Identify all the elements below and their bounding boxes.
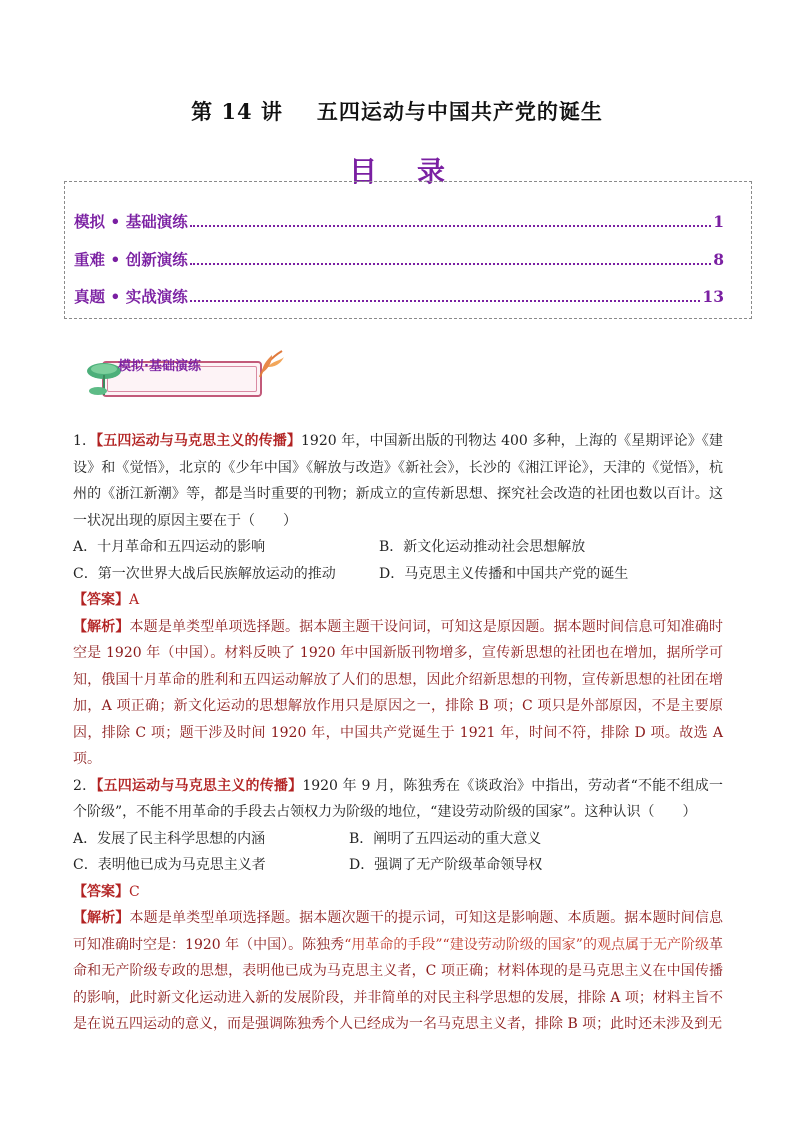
toc-item-page: 8 [713,250,724,269]
banner-label: 模拟·基础演练 [118,359,201,374]
question-text: 1920 年 9 月，陈独秀在《谈政治》中指出，劳动者“不能不组成一个阶级”，不能不用革命的手段去占领权力为阶级的地位，“建设劳动阶级的国家”。这种认识（ ） [73,777,723,820]
toc-item-label: 重难 • 创新演练 [74,250,188,269]
question-stem: 2．【五四运动与马克思主义的传播】1920 年 9 月，陈独秀在《谈政治》中指出，劳动者“不能不组成一个阶级”，不能不用革命的手段去占领权力为阶级的地位，“建设劳动阶级的国家”。这种认识（ ） [73,777,723,820]
answer-line [73,587,723,614]
toc-item-basic[interactable] [74,210,724,234]
toc-item-page: 1 [713,212,724,231]
analysis-paragraph [73,614,723,773]
option-a[interactable]: A．发展了民主科学思想的内涵 [73,830,266,847]
lecture-number: 第 14 讲 [191,99,283,124]
answer-value: A [129,592,140,608]
option-row [73,534,723,561]
lecture-topic: 五四运动与中国共产党的诞生 [316,99,603,124]
toc-heading: 目录 [348,155,485,188]
toc-item-page: 13 [702,287,724,306]
analysis-text: 本题是单类型单项选择题。据本题主题干设问词，可知这是原因题。据本题时间信息可知准确时空是 1920 年（中国）。材料反映了 1920 年中国新版刊物增多，宣传新思想的社团也在增加，据所学可知，俄国十月革命的胜利和五四运动解放了人们的思想，因此介绍新思想的刊物，宣传新思想的社团在增加，A 项正确；新文化运动的思想解放作用只是原因之一，排除 B 项；C 项只是外部原因，不是主要原因，排除 C 项；题干涉及时间 1920 年，中国共产党诞生于 1921 年，时间不符，排除 D 项。故选 A 项。 [73,618,724,767]
option-d[interactable]: D．强调了无产阶级革命领导权 [349,857,543,873]
question-stem: 1．【五四运动与马克思主义的传播】1920 年，中国新出版的刊物达 400 多种，上海的《星期评论》《建设》和《觉悟》，北京的《少年中国》《解放与改造》《新社会》，长沙的《湘江评论》，天津的《觉悟》，杭州的《浙江新潮》等，都是当时重要的刊物；新成立的宣传新思想、探究社会改造的社团也数以百计。这一状况出现的原因主要在于（ ） [73,433,723,529]
analysis-paragraph [73,905,723,1038]
toc-dot-leader [190,262,712,265]
toc-box [64,181,752,319]
analysis-text: 本题是单类型单项选择题。据本题次题干的提示词，可知这是影响题、本质题。据本题时间信息可知准确时空是：1920 年（中国）。陈独秀 [73,910,724,953]
option-b[interactable]: B．新文化运动推动社会思想解放 [379,539,586,555]
option-c[interactable]: C．表明他已成为马克思主义者 [73,857,266,873]
question-text: 1920 年，中国新出版的刊物达 400 多种，上海的《星期评论》《建设》和《觉悟》，北京的《少年中国》《解放与改造》《新社会》，长沙的《湘江评论》，天津的《觉悟》，杭州的《浙江新潮》等，都是当时重要的刊物；新成立的宣传新思想、探究社会改造的社团也数以百计。这一状况出现的原因主要在于（ ） [73,433,723,529]
option-a[interactable]: A．十月革命和五四运动的影响 [73,539,266,555]
answer-value: C [129,883,140,900]
toc-item-label: 模拟 • 基础演练 [74,212,188,231]
option-row [73,561,723,588]
section-banner [84,347,294,405]
answer-label: 【答案】 [73,883,129,900]
toc-dot-leader [190,224,712,227]
analysis-label: 【解析】 [73,618,130,635]
question-tag: 【五四运动与马克思主义的传播】 [96,433,301,449]
page-title [0,96,794,126]
answer-line [73,879,723,906]
option-d[interactable]: D．马克思主义传播和中国共产党的诞生 [379,565,629,582]
leaves-icon [254,347,288,381]
toc-item-innovation[interactable] [74,248,724,272]
analysis-text: 革命和无产阶级专政的思想，表明他已成为马克思主义者，C 项正确；材料体现的是马克思主义在中国传播的影响，此时新文化运动进入新的发展阶段，并非简单的对民主科学思想的发展，排除 A 项；材料主旨不是在说五四运动的意义，而是强调陈独秀个人已经成为一名马克思主义者，排除 B 项；此时还未涉及到无 [73,936,723,1032]
toc-item-real-exam[interactable] [74,285,724,309]
question-content [73,428,723,1038]
option-row [73,826,723,853]
question-tag: 【五四运动与马克思主义的传播】 [96,777,303,794]
toc-dot-leader [190,299,701,302]
answer-label: 【答案】 [73,592,129,608]
option-row [73,852,723,879]
option-b[interactable]: B．阐明了五四运动的重大意义 [349,830,542,847]
analysis-label: 【解析】 [73,910,130,926]
toc-item-label: 真题 • 实战演练 [74,287,188,306]
option-c[interactable]: C．第一次世界大战后民族解放运动的推动 [73,565,336,582]
analysis-quote: “用革命的手段”“建设劳动阶级的国家”的观点属于无产阶级 [344,936,709,953]
